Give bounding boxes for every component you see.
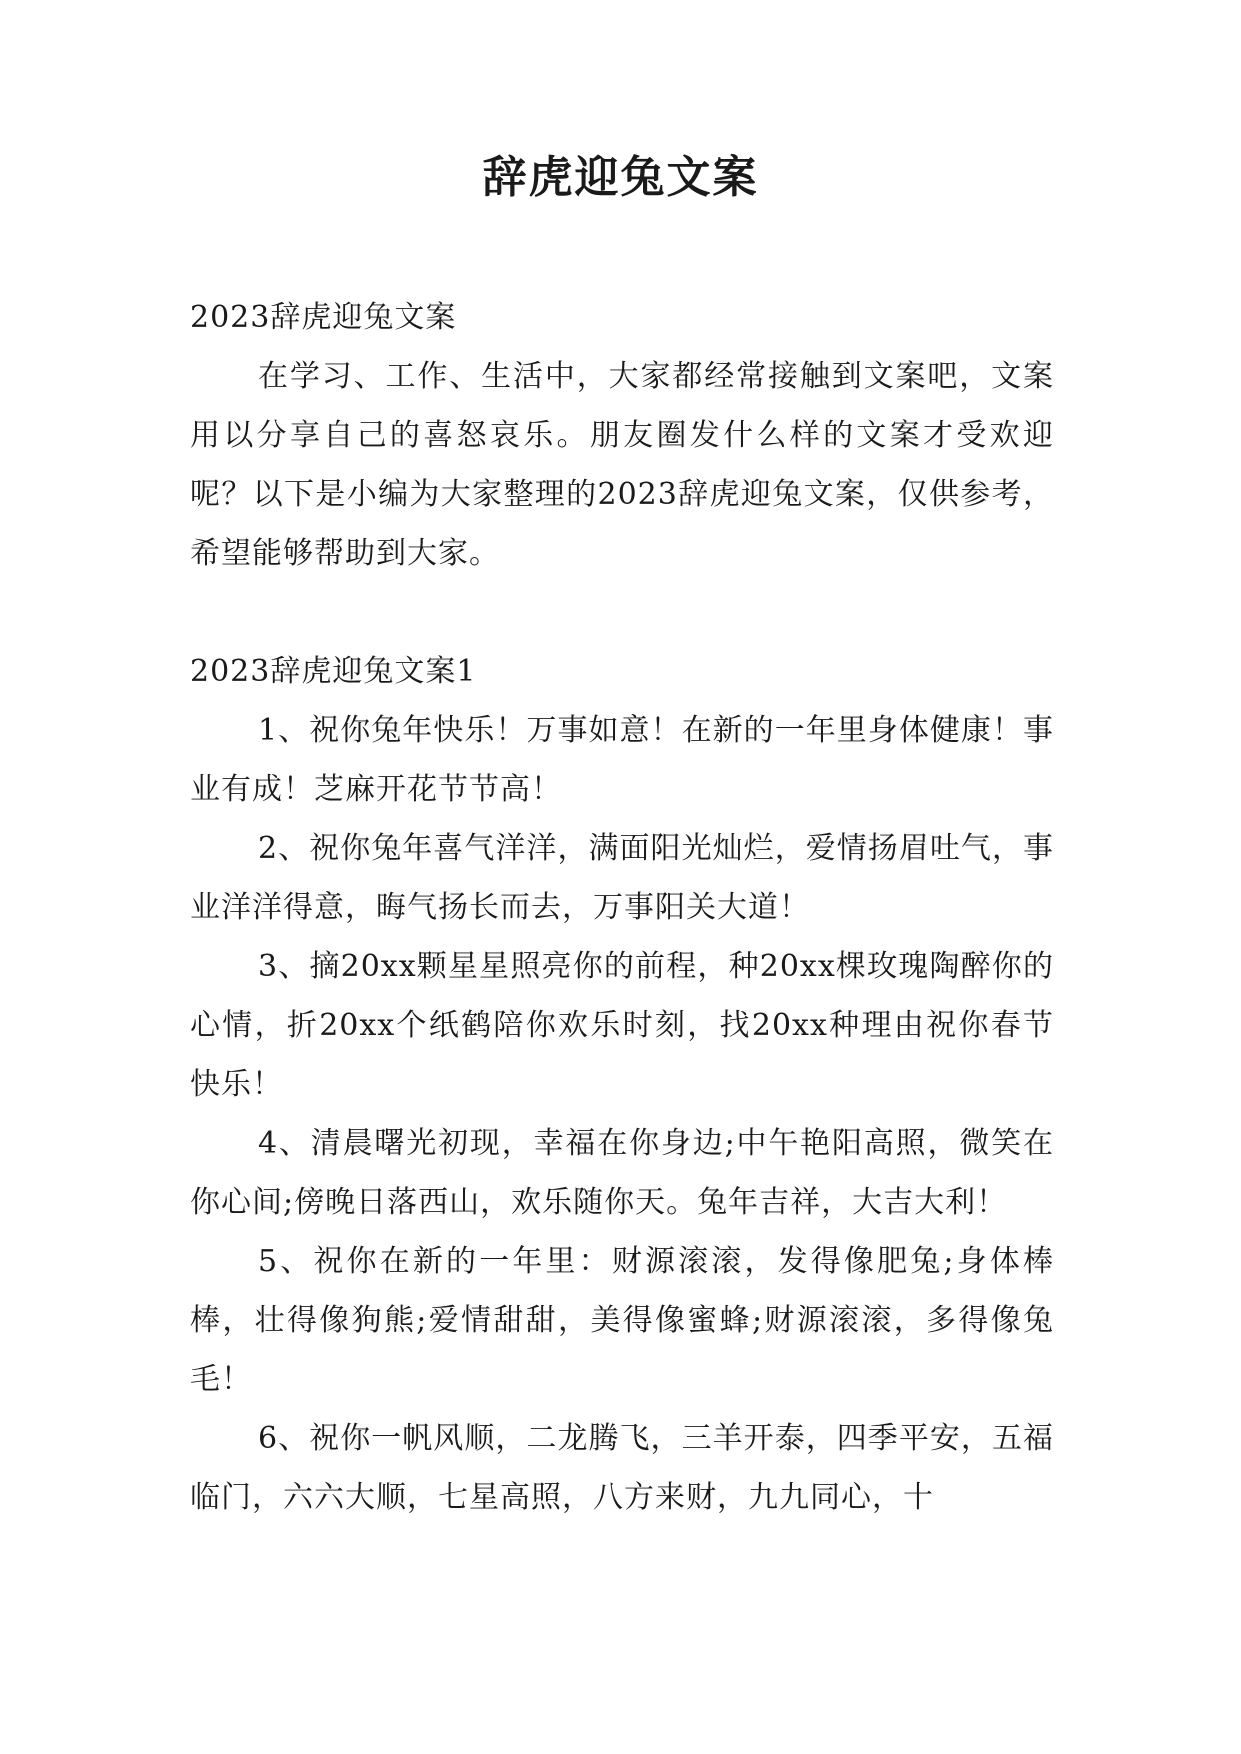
list-item: 5、祝你在新的一年里：财源滚滚，发得像肥兔;身体棒棒，壮得像狗熊;爱情甜甜，美得像蜜蜂;财源滚滚，多得像兔毛！ bbox=[190, 1244, 1054, 1397]
list-item: 6、祝你一帆风顺，二龙腾飞，三羊开泰，四季平安，五福临门，六六大顺，七星高照，八方来财，九九同心，十 bbox=[190, 1421, 1054, 1515]
list-item: 4、清晨曙光初现，幸福在你身边;中午艳阳高照，微笑在你心间;傍晚日落西山，欢乐随你天。兔年吉祥，大吉大利！ bbox=[190, 1126, 1054, 1220]
section-heading: 2023辞虎迎兔文案1 bbox=[190, 654, 477, 689]
section-spacer bbox=[190, 583, 1054, 642]
list-item: 3、摘20xx颗星星照亮你的前程，种20xx棵玫瑰陶醉你的心情，折20xx个纸鹤陪你欢乐时刻，找20xx种理由祝你春节快乐！ bbox=[190, 949, 1054, 1102]
document-title: 辞虎迎兔文案 bbox=[482, 152, 759, 203]
intro-paragraph: 在学习、工作、生活中，大家都经常接触到文案吧，文案用以分享自己的喜怒哀乐。朋友圈发什么样的文案才受欢迎呢？以下是小编为大家整理的2023辞虎迎兔文案，仅供参考，希望能够帮助到大家。 bbox=[190, 359, 1054, 571]
list-item: 2、祝你兔年喜气洋洋，满面阳光灿烂，爱情扬眉吐气，事业洋洋得意，晦气扬长而去，万事阳关大道！ bbox=[190, 831, 1054, 925]
list-item: 1、祝你兔年快乐！万事如意！在新的一年里身体健康！事业有成！芝麻开花节节高！ bbox=[190, 713, 1054, 807]
document-subtitle: 2023辞虎迎兔文案 bbox=[190, 300, 457, 335]
document-body bbox=[190, 288, 1054, 1527]
